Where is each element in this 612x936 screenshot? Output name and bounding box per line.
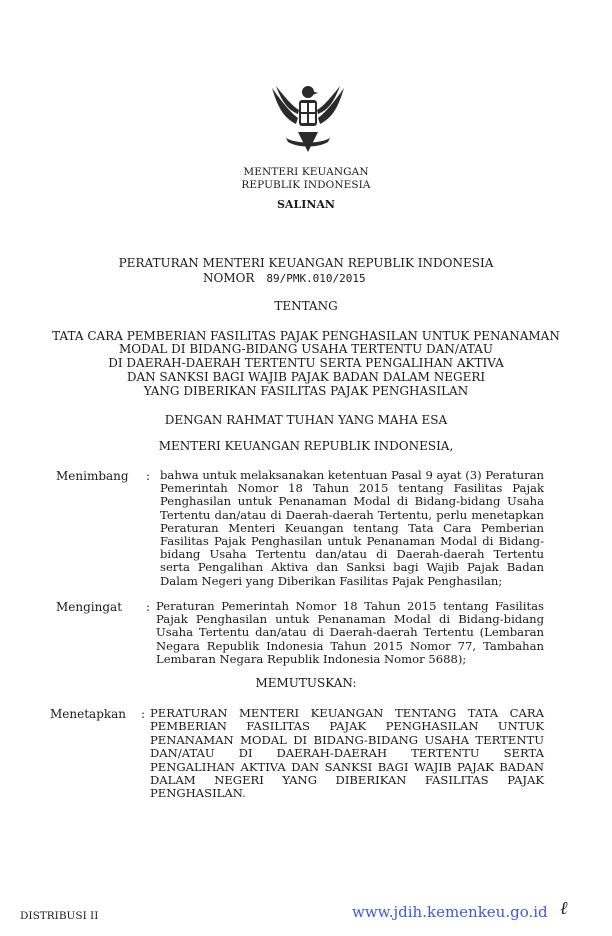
subject-line-5: YANG DIBERIKAN FASILITAS PAJAK PENGHASILAN <box>143 384 469 398</box>
subject-line-4: DAN SANKSI BAGI WAJIB PAJAK BADAN DALAM NEGERI <box>126 370 486 384</box>
menetapkan-colon: : <box>141 707 146 721</box>
mengingat-label: Mengingat <box>56 600 123 614</box>
tentang-heading: TENTANG <box>274 299 338 313</box>
menetapkan-text: PERATURAN MENTERI KEUANGAN TENTANG TATA CARA PEMBERIAN FASILITAS PAJAK PENGHASILAN UNTUK PENANAMAN MODAL DI BIDANG-BIDANG USAHA TERTENTU DAN/ATAU DI DAERAH-DAERAH TERTENTU SERTA PENGALIHAN AKTIVA DAN SANKSI BAGI WAJIB PAJAK BADAN DALAM NEGERI YANG DIBERIKAN FASILITAS PAJAK PENGHASILAN. <box>150 706 544 801</box>
salinan-label: SALINAN <box>276 198 335 211</box>
nomor-label: NOMOR <box>203 271 255 285</box>
mengingat-colon: : <box>146 600 151 614</box>
nomor-value: 89/PMK.010/2015 <box>266 272 366 285</box>
garuda-emblem-icon <box>268 78 348 158</box>
authority-line: MENTERI KEUANGAN REPUBLIK INDONESIA, <box>158 439 454 453</box>
menetapkan-label: Menetapkan <box>50 707 127 721</box>
jdih-website-link[interactable]: www.jdih.kemenkeu.go.id <box>352 903 548 921</box>
menimbang-colon: : <box>146 469 151 483</box>
mengingat-text: Peraturan Pemerintah Nomor 18 Tahun 2015 tentang Fasilitas Pajak Penghasilan untuk Penanaman Modal di Bidang-bidang Usaha Tertentu dan/atau di Daerah-daerah Tertentu (Lembaran Negara Republik Indonesia Tahun 2015 Nomor 77, Tambahan Lembaran Negara Republik Indonesia Nomor 5688); <box>156 599 544 666</box>
memutuskan-heading: MEMUTUSKAN: <box>255 676 357 690</box>
regulation-number <box>203 272 366 285</box>
signature-mark: ℓ <box>560 898 568 919</box>
regulation-title: PERATURAN MENTERI KEUANGAN REPUBLIK INDONESIA <box>118 256 494 270</box>
ministry-line-1: MENTERI KEUANGAN <box>243 166 369 178</box>
menimbang-text: bahwa untuk melaksanakan ketentuan Pasal 9 ayat (3) Peraturan Pemerintah Nomor 18 Tahun 2015 tentang Fasilitas Pajak Penghasilan untuk Penanaman Modal di Bidang-bidang Usaha Tertentu dan/atau di Daerah-daerah Tertentu, perlu menetapkan Peraturan Menteri Keuangan tentang Tata Cara Pemberian Fasilitas Pajak Penghasilan untuk Penanaman Modal di Bidang-bidang Usaha Tertentu dan/atau di Daerah-daerah Tertentu serta Pengalihan Aktiva dan Sanksi bagi Wajib Pajak Badan Dalam Negeri yang Diberikan Fasilitas Pajak Penghasilan; <box>160 468 544 588</box>
ministry-line-2: REPUBLIK INDONESIA <box>241 179 371 191</box>
subject-line-1: TATA CARA PEMBERIAN FASILITAS PAJAK PENGHASILAN UNTUK PENANAMAN <box>52 329 560 343</box>
preamble: DENGAN RAHMAT TUHAN YANG MAHA ESA <box>164 413 448 427</box>
subject-line-2: MODAL DI BIDANG-BIDANG USAHA TERTENTU DAN/ATAU <box>118 342 494 356</box>
menimbang-label: Menimbang <box>56 469 129 483</box>
distribution-label: DISTRIBUSI II <box>20 910 99 922</box>
subject-line-3: DI DAERAH-DAERAH TERTENTU SERTA PENGALIHAN AKTIVA <box>108 356 504 370</box>
